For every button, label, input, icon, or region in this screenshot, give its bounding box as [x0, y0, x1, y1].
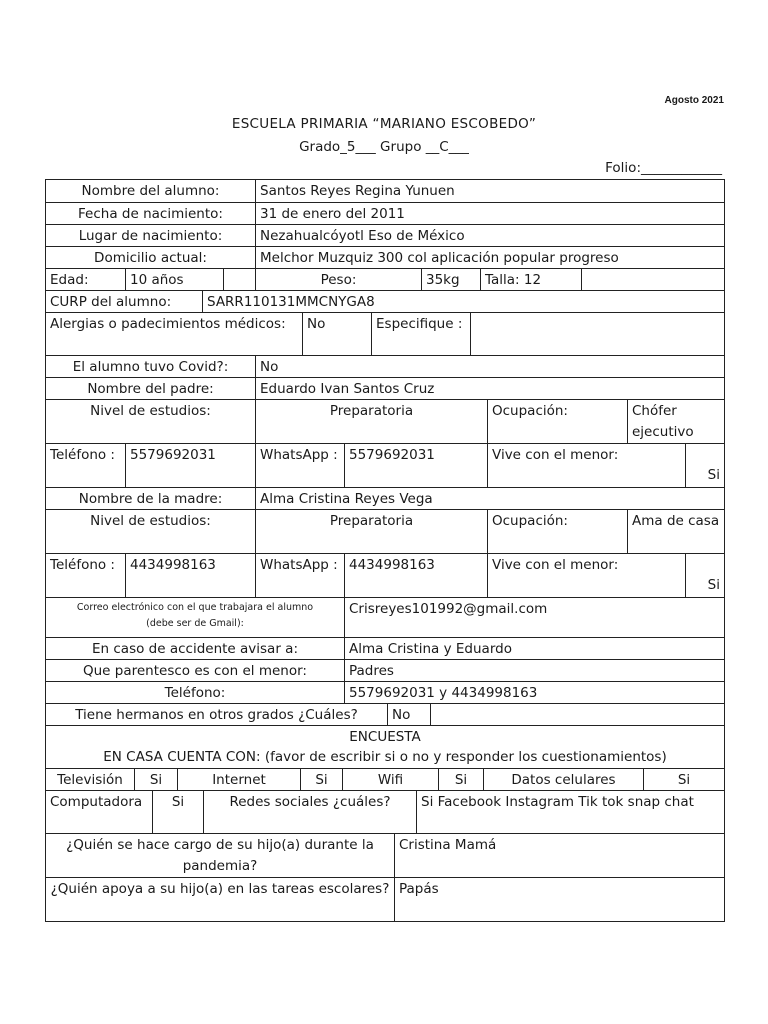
weight-value: 35kg: [421, 269, 480, 290]
birth-date-value: 31 de enero del 2011: [255, 203, 724, 224]
father-occupation-label: Ocupación:: [487, 400, 627, 443]
homework-value: Papás: [394, 878, 724, 921]
mother-name-label: Nombre de la madre:: [78, 491, 223, 507]
birth-place-label: Lugar de nacimiento:: [78, 228, 223, 244]
email-label-line1: Correo electrónico con el que trabajara el alumno: [76, 602, 314, 613]
enrollment-form-table: [45, 179, 725, 922]
birth-place-value: Nezahualcóyotl Eso de México: [255, 225, 724, 246]
mother-studies-label: Nivel de estudios:: [90, 513, 211, 529]
relation-value: Padres: [344, 660, 724, 681]
contact-phone-value: 5579692031 y 4434998163: [344, 682, 724, 703]
internet-value: Si: [300, 769, 342, 790]
mother-lives-answer: Si: [707, 577, 720, 593]
mother-studies-row: [46, 509, 724, 553]
relation-label: Que parentesco es con el menor:: [83, 663, 307, 679]
student-name-value: Santos Reyes Regina Yunuen: [255, 180, 724, 202]
address-value: Melchor Muzquiz 300 col aplicación popular progreso: [255, 247, 724, 268]
age-value: 10 años: [125, 269, 223, 290]
father-lives-label: Vive con el menor:: [487, 444, 685, 487]
father-occupation-value: Chófer ejecutivo: [627, 400, 724, 443]
caretaker-row: [46, 833, 724, 877]
contact-phone-row: [46, 681, 724, 703]
father-whatsapp-label: WhatsApp :: [255, 444, 344, 487]
specify-label: Especifique :: [371, 313, 470, 355]
siblings-label: Tiene hermanos en otros grados ¿Cuáles?: [75, 707, 358, 723]
birth-date-row: [46, 202, 724, 224]
grade-group-line: Grado_5___ Grupo __C___: [299, 139, 469, 155]
mother-lives-label: Vive con el menor:: [487, 554, 685, 597]
caretaker-label: ¿Quién se hace cargo de su hijo(a) durante la pandemia?: [66, 837, 374, 874]
curp-value: SARR110131MMCNYGA8: [202, 291, 724, 312]
father-studies-value: Preparatoria: [255, 400, 487, 443]
height-label: Talla: 12: [480, 269, 581, 290]
mother-lives-value: [685, 554, 724, 597]
student-name-label: Nombre del alumno:: [81, 183, 220, 199]
curp-row: [46, 290, 724, 312]
allergies-label: Alergias o padecimientos médicos:: [50, 316, 286, 332]
weight-label: Peso:: [255, 269, 421, 290]
father-studies-label: Nivel de estudios:: [90, 403, 211, 419]
mother-name-row: [46, 487, 724, 509]
father-phone-row: [46, 443, 724, 487]
father-studies-row: [46, 399, 724, 443]
survey-subtitle: EN CASA CUENTA CON: (favor de escribir si o no y responder los cuestionamientos): [103, 749, 667, 765]
tv-label: Televisión: [57, 772, 123, 788]
email-label: [46, 598, 344, 637]
internet-label: Internet: [177, 769, 300, 790]
email-label-line2: (debe ser de Gmail):: [146, 618, 244, 629]
caretaker-value: Cristina Mamá: [394, 834, 724, 877]
accident-value: Alma Cristina y Eduardo: [344, 638, 724, 659]
covid-value: No: [255, 356, 724, 377]
age-spacer-cell: [223, 269, 255, 290]
wifi-value: Si: [438, 769, 483, 790]
allergies-value: No: [302, 313, 371, 355]
father-lives-answer: Si: [707, 467, 720, 483]
specify-value: [470, 313, 724, 355]
siblings-extra-cell: [430, 704, 724, 725]
accident-label: En caso de accidente avisar a:: [92, 641, 298, 657]
address-row: [46, 246, 724, 268]
covid-row: [46, 355, 724, 377]
mother-name-value: Alma Cristina Reyes Vega: [255, 488, 724, 509]
survey-title: ENCUESTA: [349, 729, 421, 745]
mother-phone-row: [46, 553, 724, 597]
birth-date-label: Fecha de nacimiento:: [78, 206, 223, 222]
tv-value: Si: [134, 769, 177, 790]
father-name-label: Nombre del padre:: [87, 381, 214, 397]
curp-label: CURP del alumno:: [50, 294, 172, 310]
computer-label: Computadora: [50, 794, 143, 810]
age-weight-row: [46, 268, 724, 290]
mother-studies-value: Preparatoria: [255, 510, 487, 553]
father-phone-value: 5579692031: [125, 444, 255, 487]
birth-place-row: [46, 224, 724, 246]
father-whatsapp-value: 5579692031: [344, 444, 487, 487]
survey-header: [46, 726, 724, 768]
survey-header-row: [46, 725, 724, 768]
homework-row: [46, 877, 724, 921]
email-value: Crisreyes101992@gmail.com: [344, 598, 724, 637]
siblings-value: No: [387, 704, 430, 725]
social-media-label: Redes sociales ¿cuáles?: [203, 791, 416, 833]
mother-whatsapp-value: 4434998163: [344, 554, 487, 597]
height-value: [581, 269, 724, 290]
services-row: [46, 768, 724, 790]
father-phone-label: Teléfono :: [50, 447, 115, 463]
mother-phone-label: Teléfono :: [50, 557, 115, 573]
accident-row: [46, 637, 724, 659]
contact-phone-label: Teléfono:: [164, 685, 226, 701]
wifi-label: Wifi: [342, 769, 438, 790]
covid-label: El alumno tuvo Covid?:: [72, 359, 229, 375]
father-name-value: Eduardo Ivan Santos Cruz: [255, 378, 724, 399]
folio-field: Folio:____________: [605, 160, 722, 176]
father-lives-value: [685, 444, 724, 487]
computer-row: [46, 790, 724, 833]
mother-whatsapp-label: WhatsApp :: [255, 554, 344, 597]
mother-occupation-value: Ama de casa: [627, 510, 724, 553]
email-row: [46, 597, 724, 637]
relation-row: [46, 659, 724, 681]
father-name-row: [46, 377, 724, 399]
mother-occupation-label: Ocupación:: [487, 510, 627, 553]
age-label: Edad:: [50, 272, 89, 288]
mobile-data-value: Si: [643, 769, 724, 790]
school-title: ESCUELA PRIMARIA “MARIANO ESCOBEDO”: [231, 116, 537, 132]
document-date: Agosto 2021: [664, 95, 724, 106]
homework-label: ¿Quién apoya a su hijo(a) en las tareas escolares?: [50, 881, 390, 897]
mobile-data-label: Datos celulares: [483, 769, 643, 790]
computer-value: Si: [152, 791, 203, 833]
mother-phone-value: 4434998163: [125, 554, 255, 597]
siblings-row: [46, 703, 724, 725]
address-label: Domicilio actual:: [94, 250, 207, 266]
student-name-row: [46, 180, 724, 202]
social-media-value: Si Facebook Instagram Tik tok snap chat: [416, 791, 724, 833]
allergies-row: [46, 312, 724, 355]
